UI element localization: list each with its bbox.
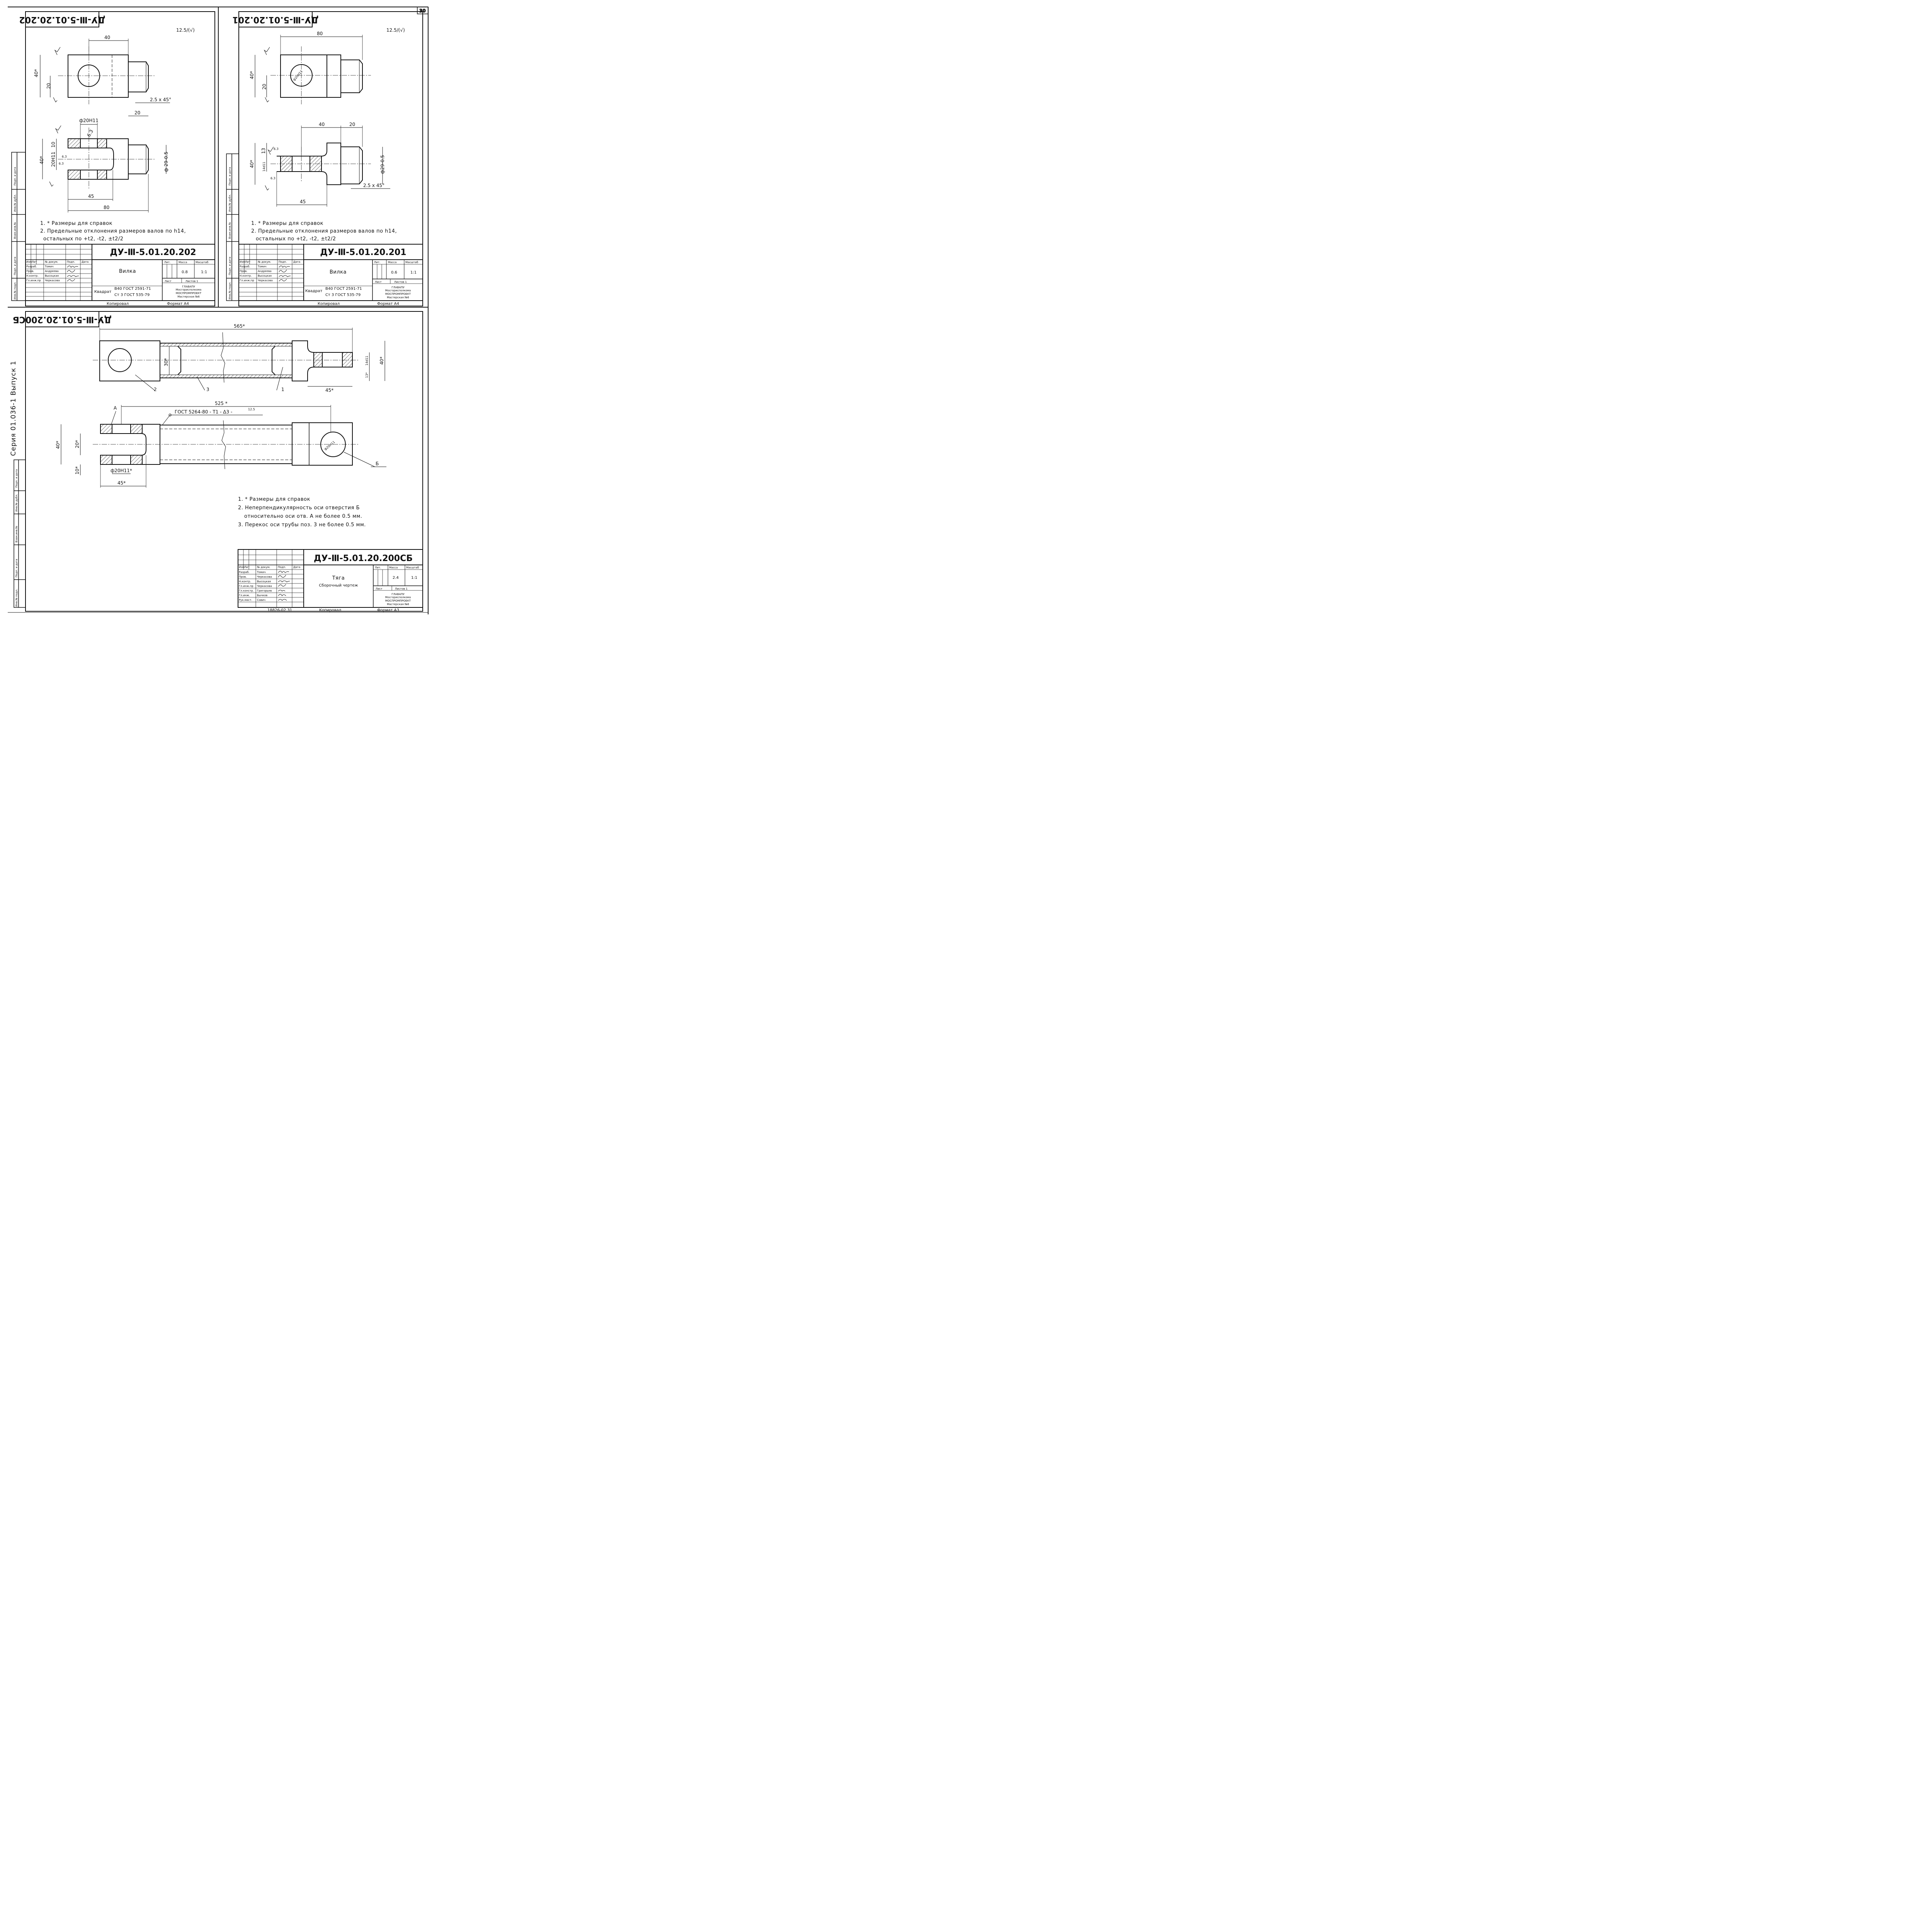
page-number: 30 xyxy=(419,8,426,14)
sheet-200-pos-1: 1 xyxy=(281,387,284,392)
sheet-201-dim-14: 14d11 xyxy=(262,162,266,172)
side-bottom-label-0: Подп. и дата xyxy=(15,469,18,488)
sheet-202-org-0: ГЛАВАПУ xyxy=(182,285,195,288)
sheet-201-title: Вилка xyxy=(330,269,347,275)
sheet-200-note-1: 1. * Размеры для справок xyxy=(238,497,310,502)
sheet-201-role-0: Разраб. xyxy=(240,265,250,268)
sheet-202-title: Вилка xyxy=(119,269,136,274)
sheet-200-name-3: Черкасова xyxy=(257,585,272,588)
sheet-202-role-0: Разраб. xyxy=(26,265,37,268)
sheet-201-code: ДУ-Ⅲ-5.01.20.201 xyxy=(320,248,406,257)
sheet-200-dim-45b: 45* xyxy=(117,480,126,486)
sheet-200-dim-30: 30* xyxy=(163,358,169,366)
sheet-200-dim-13: 13* xyxy=(365,372,369,378)
sheet-201-h-izm: Изм xyxy=(240,260,245,264)
sheet-200-org-2: МОСПРОМПРОЕКТ xyxy=(385,599,411,602)
sheet-202-dim-d295: ф 29-0.5 xyxy=(163,151,169,172)
sheet-202-dim-80: 80 xyxy=(104,205,110,210)
sheet-201-dim-45: 45 xyxy=(300,199,306,204)
sheet-201-dim-d295: ф29-0.5 xyxy=(380,155,385,174)
sheet-201-hole: ф20Н11 xyxy=(292,70,303,82)
sheet-200-org-3: Мастерская №6 xyxy=(387,603,409,606)
sheet-202-h-list: Лист xyxy=(165,280,172,283)
side-bottom-label-3: Подп. и дата xyxy=(15,559,18,577)
side-top-label-3: Подп. и дата xyxy=(14,257,17,275)
sheet-200-scale: 1:1 xyxy=(411,576,418,580)
sheet-200-role-1: Пров. xyxy=(239,575,247,578)
side-tr-label-0: Подп. и дата xyxy=(228,167,231,185)
sheet-202-section-view xyxy=(43,123,166,213)
sheet-200-pos-2: 2 xyxy=(154,387,157,392)
sheet-201-dim-40s-b: 40* xyxy=(249,160,255,168)
sheet-202-h-izm: Изм xyxy=(26,260,32,264)
sheet-201-rough-63-a: 6.3 xyxy=(274,147,279,151)
sheet-201-h-list: Лист xyxy=(375,281,382,284)
sheet-200-h-litcol: Лит. xyxy=(375,566,381,569)
sheet-201-org-0: ГЛАВАПУ xyxy=(391,286,405,289)
sheet-201-note-2: 2. Предельные отклонения размеров валов по h14, xyxy=(251,228,397,234)
sheet-201 xyxy=(232,12,423,306)
sheet-202-h-listov: Листов 1 xyxy=(185,280,198,283)
sheet-201-role-3: Гл.инж.пр xyxy=(240,279,254,282)
sheet-201-note-1: 1. * Размеры для справок xyxy=(251,221,323,226)
sheet-200-org-0: ГЛАВАПУ xyxy=(391,593,405,596)
sheet-202-dim-20: 20 xyxy=(46,83,51,89)
sheet-202-h-ndoc: № докум. xyxy=(45,260,58,264)
sheet-200-dim-40: 40* xyxy=(379,356,384,365)
sheet-200-title-2: Сборочный чертеж xyxy=(319,583,358,588)
sheet-201-h-massa: Масса xyxy=(388,261,397,264)
sheet-200-h-listov: Листов 1 xyxy=(395,587,408,590)
sheet-201-mass: 0.6 xyxy=(391,270,397,275)
sheet-202-dim-45: 45 xyxy=(88,194,94,199)
sheet-202-org-1: Мосгорисполкома xyxy=(175,288,202,291)
sheet-200-title-1: Тяга xyxy=(332,575,345,581)
side-tr-label-4: Инв.№ подл. xyxy=(228,281,231,299)
sheet-201-scale: 1:1 xyxy=(410,270,417,275)
sheet-201-mat-1: Квадрат xyxy=(305,289,323,293)
sheet-202-rough-63-a: 6.3 xyxy=(62,155,67,158)
sheet-202-h-masshtab: Масштаб xyxy=(196,261,209,264)
sheet-200-dim-525: 525 * xyxy=(215,401,228,406)
sheet-200-role-0: Разраб. xyxy=(239,571,250,574)
sheet-202-corner-code: ДУ-Ⅲ-5.01.20.202 xyxy=(19,15,105,24)
sheet-200-h-massa: Масса xyxy=(389,566,398,569)
sheet-202-h-lit: Лит xyxy=(32,260,37,264)
sheet-201-mat-3: Ст 3 ГОСТ 535-79 xyxy=(325,293,361,297)
side-tr-label-3: Подп. и дата xyxy=(228,257,231,275)
sheet-200-section-view xyxy=(61,405,386,488)
sheet-200-role-4: Гл.констр. xyxy=(239,589,254,592)
sheet-202-name-3: Черкасова xyxy=(45,279,60,282)
sheet-202-code: ДУ-Ⅲ-5.01.20.202 xyxy=(110,248,196,257)
sheet-200-bottom-number: 18826-02 31 xyxy=(267,608,293,612)
sheet-201-org-2: МОСПРОМПРОЕКТ xyxy=(385,293,411,296)
sheet-202-dim-hole: ф20Н11 xyxy=(79,118,99,123)
sheet-202-name-2: Высоцкая xyxy=(45,274,59,277)
sheet-201-role-2: Н.контр. xyxy=(240,274,252,277)
sheet-201-name-3: Черкасова xyxy=(258,279,273,282)
sheet-202-mat-1: Квадрат xyxy=(94,290,112,294)
sheet-201-dim-20: 20 xyxy=(262,83,267,90)
sheet-201-rough-63-b: 6.3 xyxy=(270,177,276,180)
sheet-200-mass: 2.4 xyxy=(393,576,399,580)
sheet-200-top-view xyxy=(93,328,385,390)
sheet-200-h-data: Дата xyxy=(293,566,301,569)
sheet-201-dim-20b: 20 xyxy=(349,122,355,127)
side-top-label-1: Инв.№ дубл. xyxy=(14,194,17,212)
sheet-202-rough-63-b: 6.3 xyxy=(59,162,64,165)
sheet-200 xyxy=(13,311,423,612)
sheet-200-org-1: Мосгорисполкома xyxy=(385,596,411,599)
side-bottom-label-2: Взам.инв.№ xyxy=(15,526,18,543)
sheet-201-format: Формат А4 xyxy=(377,302,399,306)
sheet-202-h-data: Дата xyxy=(82,260,89,264)
sheet-202-copier: Копировал xyxy=(107,302,129,306)
side-bottom-label-4: Инв.№ подл. xyxy=(15,588,18,607)
sheet-201-h-masshtab: Масштаб xyxy=(405,261,418,264)
sheet-200-name-6: Савич xyxy=(257,599,265,602)
sheet-200-name-1: Черкасова xyxy=(257,575,272,578)
sheet-201-dim-13: 13 xyxy=(261,148,266,154)
sheet-202-note-1: 1. * Размеры для справок xyxy=(40,221,112,226)
sheet-200-note-2: 2. Неперпендикулярность оси отверстия Б xyxy=(238,505,360,511)
sheet-200-hole-b: ф20Н11 xyxy=(323,440,336,451)
sheet-200-weld-roughness: 12.5 xyxy=(248,408,255,411)
series-text: Серия 01.036-1 Выпуск 1 xyxy=(10,361,17,456)
sheet-200-format: Формат А3 xyxy=(377,608,399,612)
sheet-200-h-ndoc: № докум. xyxy=(257,566,270,569)
sheet-202-h-litcol: Лит. xyxy=(164,261,171,264)
side-tr-label-1: Инв.№ дубл. xyxy=(228,194,231,212)
sheet-200-role-6: Рук.маст. xyxy=(239,599,252,602)
sheet-202-role-2: Н.контр. xyxy=(26,274,39,277)
sheet-201-h-lit: Лит xyxy=(245,260,250,264)
sheet-201-org-1: Мосгорисполкома xyxy=(385,289,411,292)
sheet-202-dim-40: 40 xyxy=(104,35,111,40)
sheet-201-note-3: остальных по +t2, -t2, ±t2/2 xyxy=(256,236,336,242)
sheet-201-dim-40s: 40* xyxy=(249,71,255,79)
sheet-200-dim-hole: ф20Н11* xyxy=(111,468,132,473)
sheet-202-dim-40s: 40* xyxy=(34,69,39,77)
sheet-201-dim-chamfer: 2.5 x 45° xyxy=(363,183,385,188)
sheet-202-note-3: остальных по +t2, -t2, ±t2/2 xyxy=(43,236,124,242)
sheet-200-note-4: 3. Перекос оси трубы поз. 3 не более 0.5 мм. xyxy=(238,522,366,528)
sheet-202-org-2: МОСПРОМПРОЕКТ xyxy=(175,292,202,295)
sheet-200-role-2: Н.контр. xyxy=(239,580,251,583)
sheet-200-h-masshtab: Масштаб xyxy=(406,566,419,569)
sheet-202-scale: 1:1 xyxy=(201,270,207,274)
sheet-202-org-3: Мастерская №6 xyxy=(177,295,200,298)
sheet-201-name-2: Высоцкая xyxy=(258,274,272,277)
sheet-201-name-1: Андреева xyxy=(258,270,272,273)
side-tr-label-2: Взам.инв.№ xyxy=(228,222,231,239)
sheet-201-corner-code: ДУ-Ⅲ-5.01.20.201 xyxy=(232,15,319,24)
side-top-label-4: Инв.№ подл. xyxy=(14,281,17,299)
sheet-202-dim-chamfer: 2.5 x 45° xyxy=(150,97,172,102)
sheet-202-top-view xyxy=(40,39,170,116)
sheet-200-h-podp: Подп. xyxy=(278,566,286,569)
sheet-200-dim-565: 565* xyxy=(234,323,245,329)
sheet-201-h-data: Дата xyxy=(293,260,301,264)
sheet-202-role-1: Пров. xyxy=(26,270,34,273)
sheet-202-dim-40s-b: 40* xyxy=(39,156,44,164)
sheet-201-org-3: Мастерская №6 xyxy=(387,296,409,299)
sheet-200-name-4: Григорьев xyxy=(257,589,272,592)
sheet-200-h-izm: Изм xyxy=(239,566,245,569)
sheet-201-dim-40: 40 xyxy=(319,122,325,127)
sheet-202-mat-2: В40 ГОСТ 2591-71 xyxy=(114,287,151,291)
sheet-200-copier: Копировал xyxy=(319,608,342,612)
sheet-201-name-0: Томич xyxy=(258,265,267,268)
sheet-202-dim-20h11: 20Н11 xyxy=(51,151,56,167)
sheet-200-note-3: относительно оси отв. А не более 0.5 мм. xyxy=(244,514,362,519)
sheet-200-h-list: Лист xyxy=(376,587,383,590)
sheet-200-dim-14: 14d11 xyxy=(365,355,369,366)
side-top-label-2: Взам.инв.№ xyxy=(14,222,17,239)
sheet-200-role-5: Гл.инж. xyxy=(239,594,250,597)
sheet-201-h-ndoc: № докум. xyxy=(258,260,271,264)
sheet-200-mark-a: А xyxy=(114,405,117,411)
sheet-200-name-2: Высоцкая xyxy=(257,580,271,583)
sheet-201-mat-2: В40 ГОСТ 2591-71 xyxy=(325,287,362,291)
sheet-200-dim-10: 10* xyxy=(75,466,80,474)
sheet-200-dim-40b: 40* xyxy=(55,440,61,449)
sheet-200-dim-45: 45* xyxy=(325,388,334,393)
sheet-200-code: ДУ-Ⅲ-5.01.20.200СБ xyxy=(313,554,413,563)
sheet-201-h-listov: Листов 1 xyxy=(394,281,407,284)
drawing-sheet xyxy=(0,0,437,618)
sheet-202-h-massa: Масса xyxy=(179,261,187,264)
sheet-202-dim-10: 10 xyxy=(51,141,56,148)
side-top-label-0: Подп. и дата xyxy=(14,167,17,185)
sheet-202-rough-63-top: 6.3 xyxy=(86,128,95,138)
sheet-202 xyxy=(19,12,215,306)
sheet-201-h-litcol: Лит. xyxy=(374,261,381,264)
sheet-202-mass: 0.8 xyxy=(182,270,188,274)
sheet-202-roughness: 12.5/(√) xyxy=(176,27,195,33)
sheet-200-dim-20: 20* xyxy=(75,440,80,448)
sheet-200-signatures xyxy=(278,571,290,600)
sheet-201-roughness: 12.5/(√) xyxy=(386,27,405,33)
sheet-202-format: Формат А4 xyxy=(167,302,189,306)
sheet-200-name-5: Бычков xyxy=(257,594,268,597)
sheet-201-h-podp: Подп. xyxy=(279,260,287,264)
sheet-201-section-view xyxy=(255,126,390,207)
sheet-200-h-lit: Лит xyxy=(244,566,250,569)
sheet-200-weld: ГОСТ 5264-80 - Т1 - Δ3 - xyxy=(175,409,233,415)
sheet-202-h-podp: Подп. xyxy=(67,260,75,264)
sheet-202-name-1: Андреева xyxy=(45,270,59,273)
sheet-202-dim-20b: 20 xyxy=(134,110,141,116)
sheet-201-dim-80: 80 xyxy=(317,31,323,36)
sheet-200-mark-b: Б xyxy=(376,461,379,466)
sheet-200-corner-code: ДУ-Ⅲ-5.01.20.200СБ xyxy=(12,315,112,324)
sheet-200-role-3: Гл.инж.пр xyxy=(239,585,253,588)
sheet-200-pos-3: 3 xyxy=(206,387,209,392)
sheet-202-name-0: Томич xyxy=(45,265,54,268)
sheet-201-top-view xyxy=(255,35,371,104)
sheet-200-name-0: Томич xyxy=(257,571,266,574)
sheet-202-note-2: 2. Предельные отклонения размеров валов по h14, xyxy=(40,228,186,234)
sheet-202-role-3: Гл.инж.пр xyxy=(26,279,41,282)
sheet-201-role-1: Пров. xyxy=(240,270,248,273)
sheet-202-mat-3: Ст 3 ГОСТ 535-79 xyxy=(114,293,150,297)
sheet-201-copier: Копировал xyxy=(318,302,340,306)
side-bottom-label-1: Инв.№ дубл. xyxy=(15,494,18,512)
